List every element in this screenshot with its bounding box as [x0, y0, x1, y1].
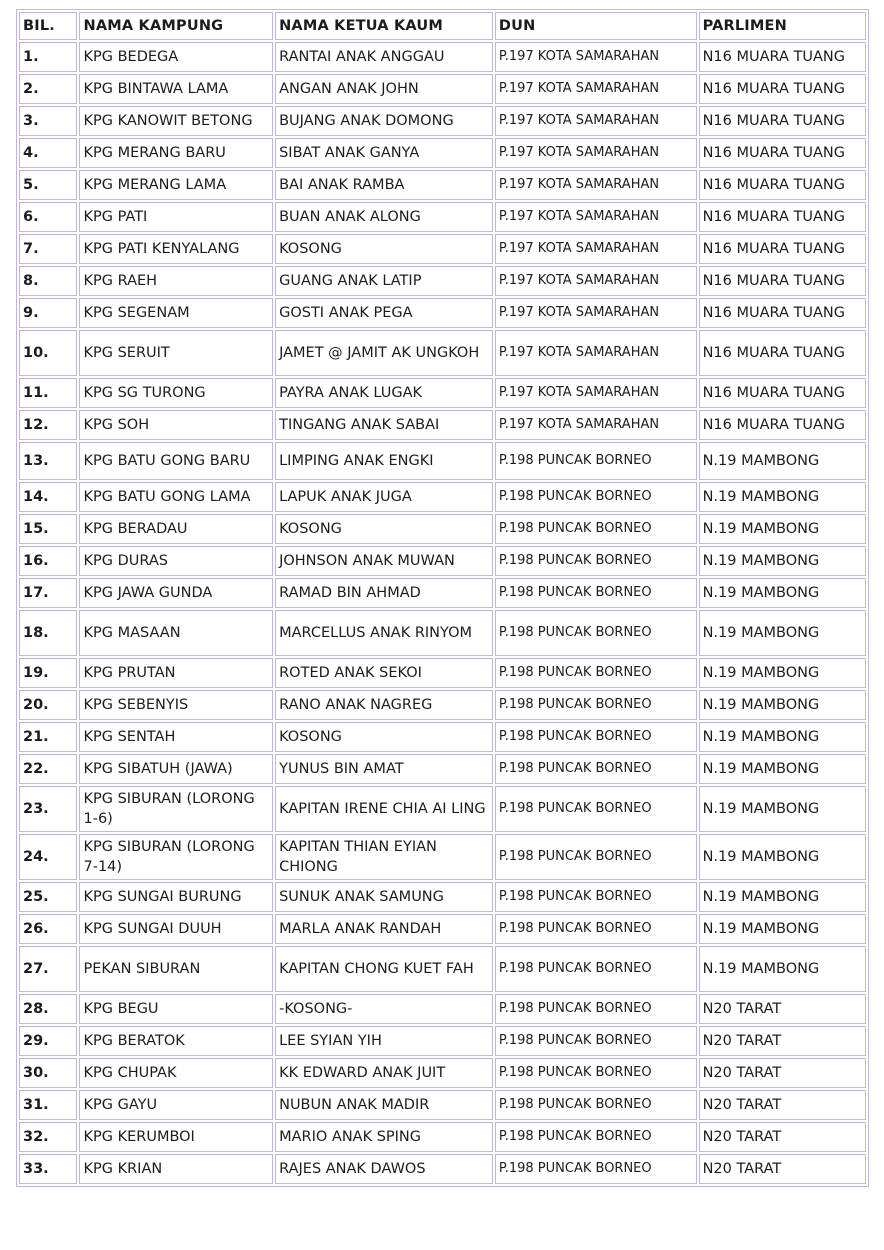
- row-number: 33.: [19, 1154, 77, 1184]
- head-name: KOSONG: [275, 722, 493, 752]
- row-number: 6.: [19, 202, 77, 232]
- parlimen-name: N16 MUARA TUANG: [699, 138, 866, 168]
- table-row: [19, 266, 866, 296]
- table-row: [19, 442, 866, 480]
- village-name: KPG JAWA GUNDA: [79, 578, 273, 608]
- head-name: RANO ANAK NAGREG: [275, 690, 493, 720]
- village-name: KPG BEGU: [79, 994, 273, 1024]
- parlimen-name: N16 MUARA TUANG: [699, 266, 866, 296]
- table-row: [19, 722, 866, 752]
- dun-name: P.197 KOTA SAMARAHAN: [495, 106, 697, 136]
- table-row: [19, 754, 866, 784]
- parlimen-name: N16 MUARA TUANG: [699, 378, 866, 408]
- village-name: KPG KERUMBOI: [79, 1122, 273, 1152]
- village-name: PEKAN SIBURAN: [79, 946, 273, 992]
- dun-name: P.197 KOTA SAMARAHAN: [495, 410, 697, 440]
- village-name: KPG KANOWIT BETONG: [79, 106, 273, 136]
- head-name: -KOSONG-: [275, 994, 493, 1024]
- head-name: LIMPING ANAK ENGKI: [275, 442, 493, 480]
- header-row: [19, 12, 866, 40]
- table-row: [19, 1026, 866, 1056]
- head-name: BUAN ANAK ALONG: [275, 202, 493, 232]
- table-row: [19, 298, 866, 328]
- dun-name: P.198 PUNCAK BORNEO: [495, 1122, 697, 1152]
- village-name: KPG MERANG LAMA: [79, 170, 273, 200]
- row-number: 17.: [19, 578, 77, 608]
- head-name: KOSONG: [275, 514, 493, 544]
- table-row: [19, 946, 866, 992]
- village-name: KPG PRUTAN: [79, 658, 273, 688]
- parlimen-name: N20 TARAT: [699, 1154, 866, 1184]
- parlimen-name: N.19 MAMBONG: [699, 514, 866, 544]
- village-name: KPG SEBENYIS: [79, 690, 273, 720]
- village-name: KPG MERANG BARU: [79, 138, 273, 168]
- table-row: [19, 834, 866, 880]
- dun-name: P.198 PUNCAK BORNEO: [495, 994, 697, 1024]
- dun-name: P.197 KOTA SAMARAHAN: [495, 170, 697, 200]
- head-name: GUANG ANAK LATIP: [275, 266, 493, 296]
- head-name: NUBUN ANAK MADIR: [275, 1090, 493, 1120]
- head-name: JOHNSON ANAK MUWAN: [275, 546, 493, 576]
- village-name: KPG SEGENAM: [79, 298, 273, 328]
- head-name: KAPITAN THIAN EYIAN CHIONG: [275, 834, 493, 880]
- parlimen-name: N16 MUARA TUANG: [699, 106, 866, 136]
- table-row: [19, 1090, 866, 1120]
- parlimen-name: N.19 MAMBONG: [699, 610, 866, 656]
- table-row: [19, 658, 866, 688]
- table-row: [19, 882, 866, 912]
- village-name: KPG BEDEGA: [79, 42, 273, 72]
- row-number: 4.: [19, 138, 77, 168]
- village-name: KPG GAYU: [79, 1090, 273, 1120]
- table-row: [19, 578, 866, 608]
- dun-name: P.197 KOTA SAMARAHAN: [495, 378, 697, 408]
- head-name: TINGANG ANAK SABAI: [275, 410, 493, 440]
- village-name: KPG DURAS: [79, 546, 273, 576]
- parlimen-name: N16 MUARA TUANG: [699, 298, 866, 328]
- head-name: MARIO ANAK SPING: [275, 1122, 493, 1152]
- parlimen-name: N.19 MAMBONG: [699, 578, 866, 608]
- dun-name: P.197 KOTA SAMARAHAN: [495, 330, 697, 376]
- head-name: ROTED ANAK SEKOI: [275, 658, 493, 688]
- header-nama-kampung: NAMA KAMPUNG: [79, 12, 273, 40]
- table-body: [19, 42, 866, 1184]
- head-name: PAYRA ANAK LUGAK: [275, 378, 493, 408]
- row-number: 21.: [19, 722, 77, 752]
- dun-name: P.198 PUNCAK BORNEO: [495, 722, 697, 752]
- village-name: KPG BINTAWA LAMA: [79, 74, 273, 104]
- dun-name: P.198 PUNCAK BORNEO: [495, 754, 697, 784]
- parlimen-name: N.19 MAMBONG: [699, 834, 866, 880]
- village-table: [16, 9, 869, 1187]
- row-number: 16.: [19, 546, 77, 576]
- dun-name: P.198 PUNCAK BORNEO: [495, 482, 697, 512]
- table-row: [19, 1154, 866, 1184]
- table-row: [19, 482, 866, 512]
- row-number: 12.: [19, 410, 77, 440]
- head-name: ANGAN ANAK JOHN: [275, 74, 493, 104]
- parlimen-name: N.19 MAMBONG: [699, 482, 866, 512]
- village-name: KPG SG TURONG: [79, 378, 273, 408]
- table-row: [19, 106, 866, 136]
- village-name: KPG SUNGAI BURUNG: [79, 882, 273, 912]
- parlimen-name: N20 TARAT: [699, 1026, 866, 1056]
- parlimen-name: N20 TARAT: [699, 1058, 866, 1088]
- header-nama-ketua-kaum: NAMA KETUA KAUM: [275, 12, 493, 40]
- row-number: 26.: [19, 914, 77, 944]
- parlimen-name: N.19 MAMBONG: [699, 690, 866, 720]
- row-number: 28.: [19, 994, 77, 1024]
- row-number: 7.: [19, 234, 77, 264]
- village-name: KPG SENTAH: [79, 722, 273, 752]
- table-row: [19, 42, 866, 72]
- row-number: 32.: [19, 1122, 77, 1152]
- parlimen-name: N.19 MAMBONG: [699, 754, 866, 784]
- parlimen-name: N.19 MAMBONG: [699, 442, 866, 480]
- dun-name: P.198 PUNCAK BORNEO: [495, 786, 697, 832]
- row-number: 11.: [19, 378, 77, 408]
- parlimen-name: N20 TARAT: [699, 1122, 866, 1152]
- table-row: [19, 994, 866, 1024]
- parlimen-name: N20 TARAT: [699, 994, 866, 1024]
- head-name: LEE SYIAN YIH: [275, 1026, 493, 1056]
- row-number: 3.: [19, 106, 77, 136]
- dun-name: P.198 PUNCAK BORNEO: [495, 690, 697, 720]
- dun-name: P.197 KOTA SAMARAHAN: [495, 298, 697, 328]
- row-number: 10.: [19, 330, 77, 376]
- head-name: KAPITAN IRENE CHIA AI LING: [275, 786, 493, 832]
- table-row: [19, 546, 866, 576]
- header-parlimen: PARLIMEN: [699, 12, 866, 40]
- head-name: SIBAT ANAK GANYA: [275, 138, 493, 168]
- row-number: 22.: [19, 754, 77, 784]
- village-name: KPG CHUPAK: [79, 1058, 273, 1088]
- table-row: [19, 378, 866, 408]
- head-name: YUNUS BIN AMAT: [275, 754, 493, 784]
- table-row: [19, 914, 866, 944]
- header-bil: BIL.: [19, 12, 77, 40]
- head-name: BUJANG ANAK DOMONG: [275, 106, 493, 136]
- row-number: 18.: [19, 610, 77, 656]
- village-name: KPG SUNGAI DUUH: [79, 914, 273, 944]
- parlimen-name: N16 MUARA TUANG: [699, 42, 866, 72]
- row-number: 13.: [19, 442, 77, 480]
- village-name: KPG BATU GONG BARU: [79, 442, 273, 480]
- table-row: [19, 202, 866, 232]
- parlimen-name: N.19 MAMBONG: [699, 722, 866, 752]
- head-name: SUNUK ANAK SAMUNG: [275, 882, 493, 912]
- village-name: KPG BERATOK: [79, 1026, 273, 1056]
- row-number: 23.: [19, 786, 77, 832]
- head-name: GOSTI ANAK PEGA: [275, 298, 493, 328]
- head-name: JAMET @ JAMIT AK UNGKOH: [275, 330, 493, 376]
- village-name: KPG BERADAU: [79, 514, 273, 544]
- head-name: KOSONG: [275, 234, 493, 264]
- table-row: [19, 330, 866, 376]
- header-dun: DUN: [495, 12, 697, 40]
- dun-name: P.198 PUNCAK BORNEO: [495, 610, 697, 656]
- dun-name: P.198 PUNCAK BORNEO: [495, 914, 697, 944]
- parlimen-name: N16 MUARA TUANG: [699, 330, 866, 376]
- village-name: KPG PATI: [79, 202, 273, 232]
- head-name: KK EDWARD ANAK JUIT: [275, 1058, 493, 1088]
- head-name: BAI ANAK RAMBA: [275, 170, 493, 200]
- table-row: [19, 74, 866, 104]
- dun-name: P.197 KOTA SAMARAHAN: [495, 202, 697, 232]
- parlimen-name: N20 TARAT: [699, 1090, 866, 1120]
- row-number: 30.: [19, 1058, 77, 1088]
- village-name: KPG SIBURAN (LORONG 1-6): [79, 786, 273, 832]
- village-name: KPG SOH: [79, 410, 273, 440]
- village-name: KPG KRIAN: [79, 1154, 273, 1184]
- dun-name: P.197 KOTA SAMARAHAN: [495, 74, 697, 104]
- table-row: [19, 786, 866, 832]
- row-number: 20.: [19, 690, 77, 720]
- head-name: RAJES ANAK DAWOS: [275, 1154, 493, 1184]
- village-name: KPG SIBURAN (LORONG 7-14): [79, 834, 273, 880]
- head-name: LAPUK ANAK JUGA: [275, 482, 493, 512]
- table-row: [19, 170, 866, 200]
- village-name: KPG PATI KENYALANG: [79, 234, 273, 264]
- dun-name: P.198 PUNCAK BORNEO: [495, 578, 697, 608]
- head-name: RAMAD BIN AHMAD: [275, 578, 493, 608]
- village-name: KPG BATU GONG LAMA: [79, 482, 273, 512]
- parlimen-name: N16 MUARA TUANG: [699, 234, 866, 264]
- dun-name: P.198 PUNCAK BORNEO: [495, 514, 697, 544]
- table-row: [19, 1122, 866, 1152]
- table-row: [19, 514, 866, 544]
- dun-name: P.198 PUNCAK BORNEO: [495, 546, 697, 576]
- page: [16, 9, 869, 1187]
- table-row: [19, 690, 866, 720]
- parlimen-name: N16 MUARA TUANG: [699, 74, 866, 104]
- table-row: [19, 1058, 866, 1088]
- parlimen-name: N16 MUARA TUANG: [699, 410, 866, 440]
- dun-name: P.198 PUNCAK BORNEO: [495, 882, 697, 912]
- dun-name: P.197 KOTA SAMARAHAN: [495, 266, 697, 296]
- row-number: 9.: [19, 298, 77, 328]
- table-row: [19, 234, 866, 264]
- row-number: 8.: [19, 266, 77, 296]
- table-row: [19, 410, 866, 440]
- row-number: 25.: [19, 882, 77, 912]
- dun-name: P.197 KOTA SAMARAHAN: [495, 234, 697, 264]
- head-name: RANTAI ANAK ANGGAU: [275, 42, 493, 72]
- dun-name: P.198 PUNCAK BORNEO: [495, 834, 697, 880]
- parlimen-name: N.19 MAMBONG: [699, 546, 866, 576]
- table-row: [19, 138, 866, 168]
- dun-name: P.198 PUNCAK BORNEO: [495, 946, 697, 992]
- village-name: KPG SERUIT: [79, 330, 273, 376]
- row-number: 31.: [19, 1090, 77, 1120]
- row-number: 2.: [19, 74, 77, 104]
- row-number: 27.: [19, 946, 77, 992]
- parlimen-name: N.19 MAMBONG: [699, 914, 866, 944]
- village-name: KPG SIBATUH (JAWA): [79, 754, 273, 784]
- village-name: KPG RAEH: [79, 266, 273, 296]
- dun-name: P.197 KOTA SAMARAHAN: [495, 138, 697, 168]
- parlimen-name: N.19 MAMBONG: [699, 946, 866, 992]
- row-number: 5.: [19, 170, 77, 200]
- row-number: 15.: [19, 514, 77, 544]
- parlimen-name: N16 MUARA TUANG: [699, 170, 866, 200]
- dun-name: P.198 PUNCAK BORNEO: [495, 1026, 697, 1056]
- dun-name: P.198 PUNCAK BORNEO: [495, 1090, 697, 1120]
- parlimen-name: N.19 MAMBONG: [699, 658, 866, 688]
- dun-name: P.198 PUNCAK BORNEO: [495, 658, 697, 688]
- head-name: MARLA ANAK RANDAH: [275, 914, 493, 944]
- head-name: MARCELLUS ANAK RINYOM: [275, 610, 493, 656]
- parlimen-name: N.19 MAMBONG: [699, 882, 866, 912]
- row-number: 1.: [19, 42, 77, 72]
- row-number: 24.: [19, 834, 77, 880]
- row-number: 29.: [19, 1026, 77, 1056]
- row-number: 14.: [19, 482, 77, 512]
- head-name: KAPITAN CHONG KUET FAH: [275, 946, 493, 992]
- dun-name: P.198 PUNCAK BORNEO: [495, 1058, 697, 1088]
- village-name: KPG MASAAN: [79, 610, 273, 656]
- dun-name: P.198 PUNCAK BORNEO: [495, 1154, 697, 1184]
- dun-name: P.197 KOTA SAMARAHAN: [495, 42, 697, 72]
- parlimen-name: N.19 MAMBONG: [699, 786, 866, 832]
- table-row: [19, 610, 866, 656]
- row-number: 19.: [19, 658, 77, 688]
- parlimen-name: N16 MUARA TUANG: [699, 202, 866, 232]
- dun-name: P.198 PUNCAK BORNEO: [495, 442, 697, 480]
